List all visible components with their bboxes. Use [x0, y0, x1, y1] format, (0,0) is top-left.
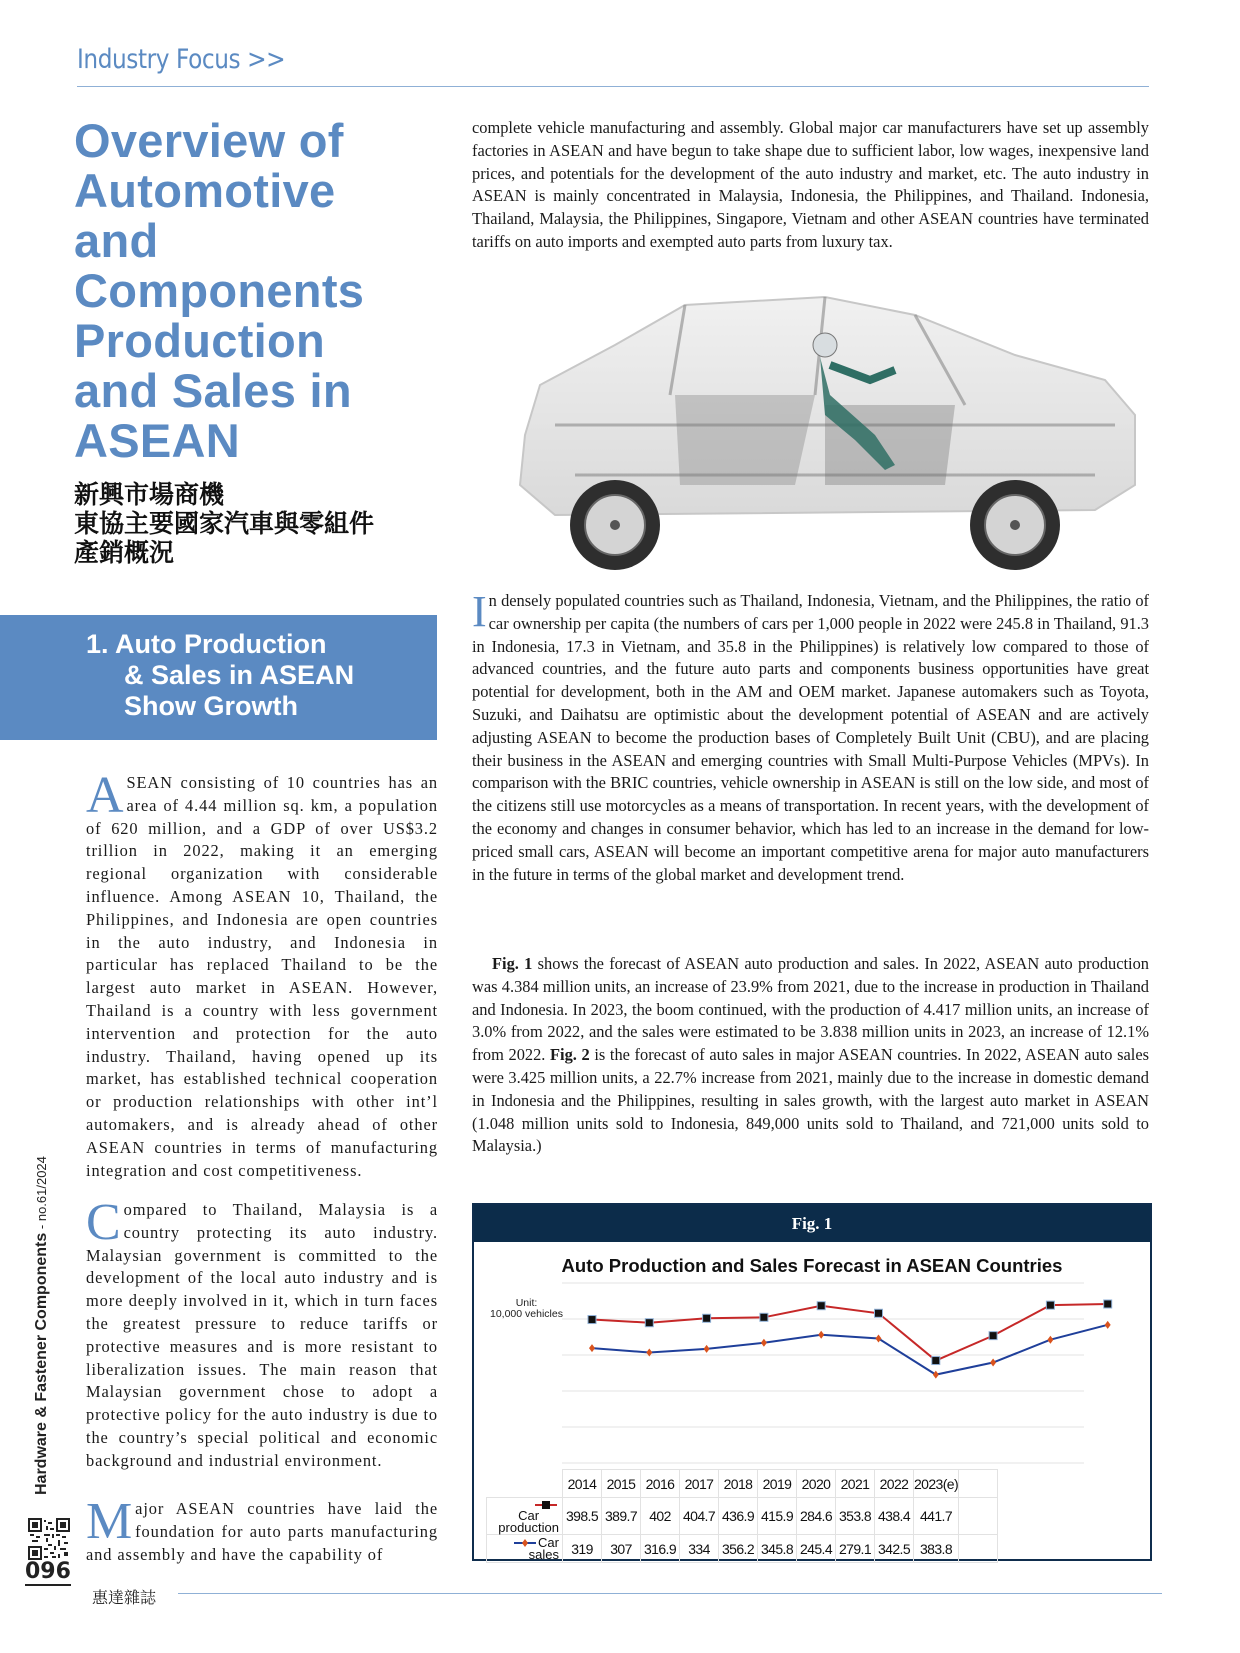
right-paragraph-top: [472, 117, 1149, 254]
issue-number: - no.61/2024: [34, 1156, 49, 1233]
year-cell: 2020: [797, 1470, 836, 1498]
data-point-marker: [876, 1335, 882, 1343]
dropcap: M: [86, 1493, 134, 1550]
title-line: and: [74, 214, 159, 267]
chart-data-table: [486, 1469, 998, 1563]
data-point-marker: [932, 1357, 940, 1365]
table-row-production: [487, 1498, 998, 1535]
dropcap: C: [86, 1194, 122, 1251]
paragraph-text: ompared to Thailand, Malaysia is a country protecting its auto industry. Malaysian government is committed to the development of the local auto industry and is more deeply involved in it, which in turn faces the greatest pressure to reduce tariffs or protective measures and is more resistant to liberalization issues. The main reason that Malaysian government chose to adopt a protective policy for the auto industry is due to the country’s special political and economic background and industrial environment.: [86, 1200, 438, 1470]
data-point-marker: [589, 1344, 595, 1352]
value-cell: 307: [602, 1535, 641, 1563]
car-illustration: [495, 285, 1155, 580]
left-paragraph-3: [86, 1493, 438, 1566]
title-line: ASEAN: [74, 414, 241, 467]
year-cell: 2018: [719, 1470, 758, 1498]
year-cell: 2014: [563, 1470, 602, 1498]
bottom-divider: [178, 1593, 1162, 1594]
section-heading-line: & Sales in ASEAN: [124, 660, 355, 690]
paragraph-text: complete vehicle manufacturing and assembly. Global major car manufacturers have set up assembly factories in ASEAN and have begun to take shape due to sufficient labor, low wages, inexpensive land prices, and potentials for the development of the auto industry and market, etc. The auto industry in ASEAN is mainly concentrated in Malaysia, Indonesia, the Philippines, and Thailand. Indonesia, Thailand, Malaysia, the Philippines, Singapore, Vietnam and other ASEAN countries have terminated tariffs on auto imports and exempted auto parts from luxury tax.: [472, 118, 1149, 251]
data-point-marker: [875, 1309, 883, 1317]
table-row-sales: [487, 1535, 998, 1563]
paragraph-text: is the forecast of auto sales in major ASEAN countries. In 2022, ASEAN auto sales were 3.425 million units, a 22.7% increase from 2021, mainly due to the increase in domestic demand in Indonesia and the Philippines, resulting in sales growth, with the largest auto market in ASEAN (1.048 million units sold to Indonesia, 849,000 units sold to Thailand, and 721,000 units sold to Malaysia.): [472, 1045, 1149, 1156]
value-cell: 345.8: [758, 1535, 797, 1563]
year-cell: 2015: [602, 1470, 641, 1498]
figure-1: [472, 1203, 1152, 1561]
qr-code-icon[interactable]: [28, 1518, 70, 1560]
section-label: Industry Focus >>: [77, 44, 286, 75]
value-cell: 284.6: [797, 1498, 836, 1535]
value-cell: 334: [680, 1535, 719, 1563]
left-paragraph-2: [86, 1194, 438, 1473]
data-point-marker: [588, 1316, 596, 1324]
value-cell: 404.7: [680, 1498, 719, 1535]
value-cell: 353.8: [836, 1498, 875, 1535]
legend-label: production: [498, 1520, 559, 1535]
value-cell: 398.5: [563, 1498, 602, 1535]
year-cell: 2022: [875, 1470, 914, 1498]
legend-car-production: [487, 1498, 563, 1535]
publication-name: Hardware & Fastener Components: [33, 1232, 50, 1495]
data-point-marker: [990, 1359, 996, 1367]
value-cell: 441.7: [914, 1498, 959, 1535]
chart-title: Auto Production and Sales Forecast in ASEAN Countries: [561, 1255, 1063, 1276]
value-cell: 415.9: [758, 1498, 797, 1535]
year-cell: 2017: [680, 1470, 719, 1498]
top-divider: [77, 86, 1149, 87]
unit-value: 10,000 vehicles: [490, 1308, 563, 1320]
title-cn-line: 新興市場商機: [74, 480, 225, 509]
article-title: [74, 116, 474, 466]
article-title-chinese: [74, 480, 474, 567]
data-point-marker: [761, 1339, 767, 1347]
table-header-row: [487, 1470, 998, 1498]
section-heading: [86, 629, 354, 722]
year-cell: 2016: [641, 1470, 680, 1498]
right-paragraph-mid: [472, 587, 1149, 886]
title-line: Automotive: [74, 164, 336, 217]
value-cell: 342.5: [875, 1535, 914, 1563]
paragraph-text: shows the forecast of ASEAN auto production and sales. In 2022, ASEAN auto production was 4.384 million units, an increase of 23.9% from 2021, due to the increase in production in Thailand and Indonesia. In 2023, the boom continued, with the production of 4.417 million units, an increase of 3.0% from 2022, and the sales were estimated to be 3.838 million units in 2023, an increase of 12.1% from 2022.: [472, 954, 1149, 1065]
title-line: and Sales in: [74, 364, 352, 417]
legend-label: Car: [518, 1508, 540, 1523]
data-point-marker: [704, 1345, 710, 1353]
value-cell: 319: [563, 1535, 602, 1563]
section-heading-box: [0, 615, 437, 740]
left-paragraph-1: [86, 767, 438, 1182]
value-cell: 383.8: [914, 1535, 959, 1563]
value-cell: 436.9: [719, 1498, 758, 1535]
dropcap: I: [472, 587, 487, 636]
value-cell: 389.7: [602, 1498, 641, 1535]
title-cn-line: 產銷概況: [74, 538, 175, 567]
line-chart: [474, 1275, 1150, 1475]
data-point-marker: [1047, 1336, 1053, 1344]
unit-label: Unit:: [515, 1297, 538, 1309]
data-point-marker: [1105, 1321, 1111, 1329]
value-cell: 356.2: [719, 1535, 758, 1563]
data-point-marker: [1104, 1300, 1112, 1308]
title-line: Production: [74, 314, 326, 367]
data-point-marker: [817, 1302, 825, 1310]
value-cell: 438.4: [875, 1498, 914, 1535]
magazine-name: 惠達雜誌: [92, 1588, 157, 1607]
series-car-sales: [589, 1321, 1111, 1379]
dropcap: A: [86, 767, 125, 824]
right-paragraph-fig: [472, 953, 1149, 1158]
legend-car-sales: [487, 1535, 563, 1563]
data-point-marker: [645, 1319, 653, 1327]
data-point-marker: [933, 1371, 939, 1379]
value-cell: 402: [641, 1498, 680, 1535]
title-line: Components: [74, 264, 365, 317]
title-line: Overview of: [74, 114, 344, 167]
data-point-marker: [989, 1332, 997, 1340]
year-cell: 2019: [758, 1470, 797, 1498]
year-cell: 2023(e): [914, 1470, 959, 1498]
section-heading-line: Show Growth: [124, 691, 298, 721]
section-heading-line: 1. Auto Production: [86, 629, 327, 659]
data-point-marker: [1046, 1301, 1054, 1309]
value-cell: 279.1: [836, 1535, 875, 1563]
page-number: 096: [25, 1559, 71, 1584]
year-cell: 2021: [836, 1470, 875, 1498]
legend-label: Car sales: [528, 1534, 559, 1562]
figure-label: Fig. 1: [474, 1205, 1150, 1242]
paragraph-text: n densely populated countries such as Thailand, Indonesia, Vietnam, and the Philippines, the ratio of car ownership per capita (the numbers of cars per 1,000 people in 2022 were 245.8 in Thailand, 91.3 in Indonesia, 17.3 in Vietnam, and 35.8 in the Philippines) is relatively low compared to those of advanced countries, and the future auto parts and components business opportunities have great potential for development, both in the AM and OEM market. Japanese automakers such as Toyota, Suzuki, and Daihatsu are optimistic about the development potential of ASEAN and are actively adjusting ASEAN to become the production bases of Completely Built Unit (CBU), and are placing their business in the ASEAN and emerging countries with Small Multi-Purpose Vehicles (MPVs). In comparison with the BRIC countries, vehicle ownership in ASEAN is still on the low side, and most of the citizens still use motorcycles as a means of transportation. In recent years, with the development of the economy and changes in consumer behavior, which has led to an increase in the demand for low-priced small cars, ASEAN will become an important competitive arena for major auto manufacturers in the future in terms of the global market and development trend.: [472, 591, 1149, 884]
paragraph-text: ajor ASEAN countries have laid the foundation for auto parts manufacturing and assembly and have the capability of: [86, 1499, 438, 1564]
publication-name-vertical: [33, 1156, 51, 1495]
data-point-marker: [760, 1313, 768, 1321]
value-cell: 316.9: [641, 1535, 680, 1563]
value-cell: 245.4: [797, 1535, 836, 1563]
data-point-marker: [703, 1314, 711, 1322]
paragraph-text: SEAN consisting of 10 countries has an area of 4.44 million sq. km, a population of 620 million, and a GDP of over US$3.2 trillion in 2022, making it an emerging regional organization with considerable influence. Among ASEAN 10, Thailand, the Philippines, and Indonesia are open countries in the auto industry, and Indonesia in particular has replaced Thailand to be the largest auto market in ASEAN. However, Thailand is a country with less government intervention and protection for the auto industry. Thailand, having opened up its market, has established technical cooperation or production relationships with other int’l automakers, and is already ahead of other ASEAN countries in terms of manufacturing integration and cost competitiveness.: [86, 773, 438, 1180]
fig1-reference: Fig. 1: [492, 954, 533, 973]
data-point-marker: [818, 1331, 824, 1339]
title-cn-line: 東協主要國家汽車與零組件: [74, 509, 375, 538]
fig2-reference: Fig. 2: [550, 1045, 590, 1065]
